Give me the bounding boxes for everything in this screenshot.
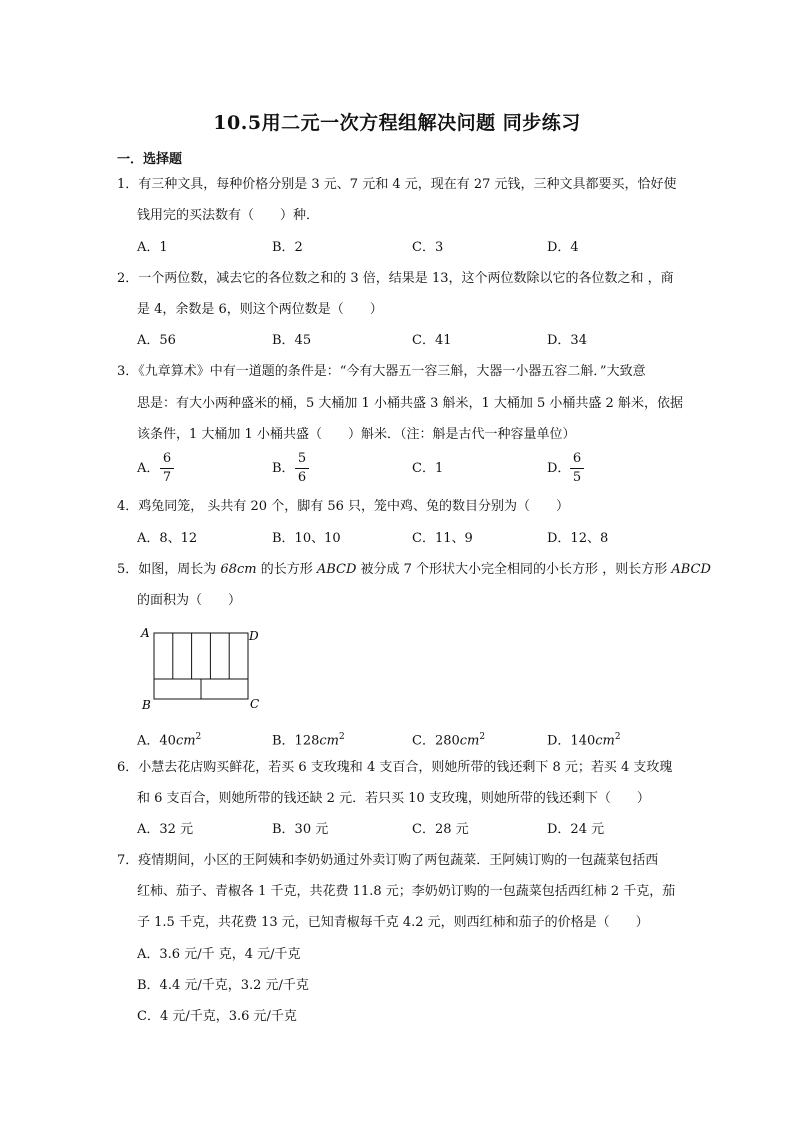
q3-option-d-denominator: 5: [572, 470, 582, 485]
q3-option-b-label: B．: [272, 461, 295, 476]
q2-option-a: A．56: [137, 333, 176, 348]
q2-option-b: B．45: [272, 333, 312, 348]
q2-line-1: 2．一个两位数，减去它的各位数之和的 3 倍，结果是 13，这个两位数除以它的各位数之和 ，商: [117, 271, 674, 286]
q3-option-a-label: A．: [137, 461, 160, 476]
fraction-bar: [570, 468, 584, 469]
q5-text: 5．如图，周长为: [117, 562, 221, 577]
q7-line-1: 7．疫情期间，小区的王阿姨和李奶奶通过外卖订购了两包蔬菜．王阿姨订购的一包蔬菜包括西: [117, 853, 659, 868]
q5-text: 被分成 7 个形状大小完全相同的小长方形 ，则长方形: [356, 562, 672, 577]
q6-option-d: D．24 元: [547, 822, 605, 837]
q7-line-3: 子 1.5 千克，共花费 13 元，已知青椒每千克 4.2 元，则西红柿和茄子的价格是（ ）: [137, 915, 649, 930]
q7-line-2: 红柿、茄子、青椒各 1 千克，共花费 11.8 元；李奶奶订购的一包蔬菜包括西红柿 2 千克，茄: [137, 884, 676, 899]
q3-option-b-denominator: 6: [297, 470, 307, 485]
q6-line-2: 和 6 支百合，则她所带的钱还缺 2 元．若只买 10 支玫瑰，则她所带的钱还剩下（ ）: [137, 791, 650, 806]
q3-option-b-numerator: 5: [297, 451, 307, 466]
q6-option-a: A．32 元: [137, 822, 194, 837]
q4-option-d: D．12、8: [547, 531, 609, 546]
q5-option-b: [272, 729, 345, 749]
option-label: D．140: [547, 733, 596, 749]
q7-option-c: C．4 元/千克，3.6 元/千克: [137, 1009, 297, 1024]
q5-perimeter-value: 68: [220, 562, 237, 577]
q4-option-c: C．11、9: [412, 531, 473, 546]
q6-line-1: 6．小慧去花店购买鲜花，若买 6 支玫瑰和 4 支百合，则她所带的钱还剩下 8 元；若买 4 支玫瑰: [117, 760, 673, 775]
q1-option-c: C．3: [412, 240, 444, 255]
vertex-label-a: A: [141, 626, 150, 640]
option-unit: cm: [319, 733, 339, 749]
q7-option-a: A．3.6 元/千 克，4 元/千克: [137, 947, 301, 962]
option-exponent: 2: [338, 732, 345, 742]
q1-option-d: D．4: [547, 240, 579, 255]
q5-rect-name: ABCD: [316, 562, 357, 577]
q5-rect-name: ABCD: [671, 562, 711, 577]
vertex-label-d: D: [249, 629, 259, 643]
q5-line-1: [117, 562, 711, 578]
q3-option-d-fraction: [570, 452, 584, 485]
q5-line-2: 的面积为（ ）: [137, 593, 242, 608]
q3-line-2: 思是：有大小两种盛米的桶，5 大桶加 1 小桶共盛 3 斛米，1 大桶加 5 小桶共盛 2 斛米，依据: [137, 396, 683, 411]
q1-line-1: 1．有三种文具，每种价格分别是 3 元、7 元和 4 元，现在有 27 元钱，三种文具都要买，恰好使: [117, 177, 677, 192]
page-title: 10.5用二元一次方程组解决问题 同步练习: [213, 112, 581, 134]
q7-option-b: B．4.4 元/千克，3.2 元/千克: [137, 978, 309, 993]
section-heading: 一．选择题: [117, 152, 183, 167]
option-unit: cm: [595, 733, 615, 749]
q3-option-a-numerator: 6: [162, 451, 172, 466]
q6-option-b: B．30 元: [272, 822, 329, 837]
vertex-label-c: C: [250, 697, 260, 711]
q3-option-d-numerator: 6: [572, 451, 582, 466]
option-unit: cm: [459, 733, 480, 749]
q3-option-a-fraction: [160, 452, 174, 485]
q4-option-b: B．10、10: [272, 531, 341, 546]
vertex-label-b: B: [142, 698, 151, 712]
q5-option-d: [547, 729, 621, 749]
option-unit: cm: [175, 733, 196, 749]
q4-line-1: 4．鸡兔同笼， 头共有 20 个，脚有 56 只，笼中鸡、兔的数目分别为（ ）: [117, 499, 570, 514]
q3-option-a-denominator: 7: [162, 470, 172, 485]
q1-option-a: A．1: [137, 240, 168, 255]
q2-option-d: D．34: [547, 333, 587, 348]
q2-option-c: C．41: [412, 333, 452, 348]
q2-line-2: 是 4，余数是 6，则这个两位数是（ ）: [137, 302, 383, 317]
fraction-bar: [160, 468, 174, 469]
q3-option-b-fraction: [295, 452, 309, 485]
q4-option-a: A．8、12: [137, 531, 198, 546]
option-exponent: 2: [195, 732, 202, 742]
q5-unit: cm: [236, 562, 257, 577]
q3-line-1: 3．《九章算术》中有一道题的条件是：“今有大器五一容三斛，大器一小器五容二斛．”大致意: [117, 364, 646, 379]
q1-option-b: B．2: [272, 240, 303, 255]
option-exponent: 2: [479, 732, 486, 742]
option-label: C．280: [412, 733, 460, 749]
fraction-bar: [295, 468, 309, 469]
q5-option-a: [137, 729, 201, 749]
q5-text: 的长方形: [256, 562, 317, 577]
option-label: A．40: [137, 733, 176, 749]
option-label: B．128: [272, 733, 320, 749]
q3-option-c: C．1: [412, 461, 444, 476]
rectangle-figure: [135, 622, 270, 714]
option-exponent: 2: [614, 732, 621, 742]
q6-option-c: C．28 元: [412, 822, 469, 837]
q3-option-d-label: D．: [547, 461, 571, 476]
q1-line-2: 钱用完的买法数有（ ）种．: [137, 208, 320, 223]
q5-option-c: [412, 729, 485, 749]
q3-line-3: 该条件，1 大桶加 1 小桶共盛（ ）斛米．（注：斛是古代一种容量单位）: [137, 427, 576, 442]
